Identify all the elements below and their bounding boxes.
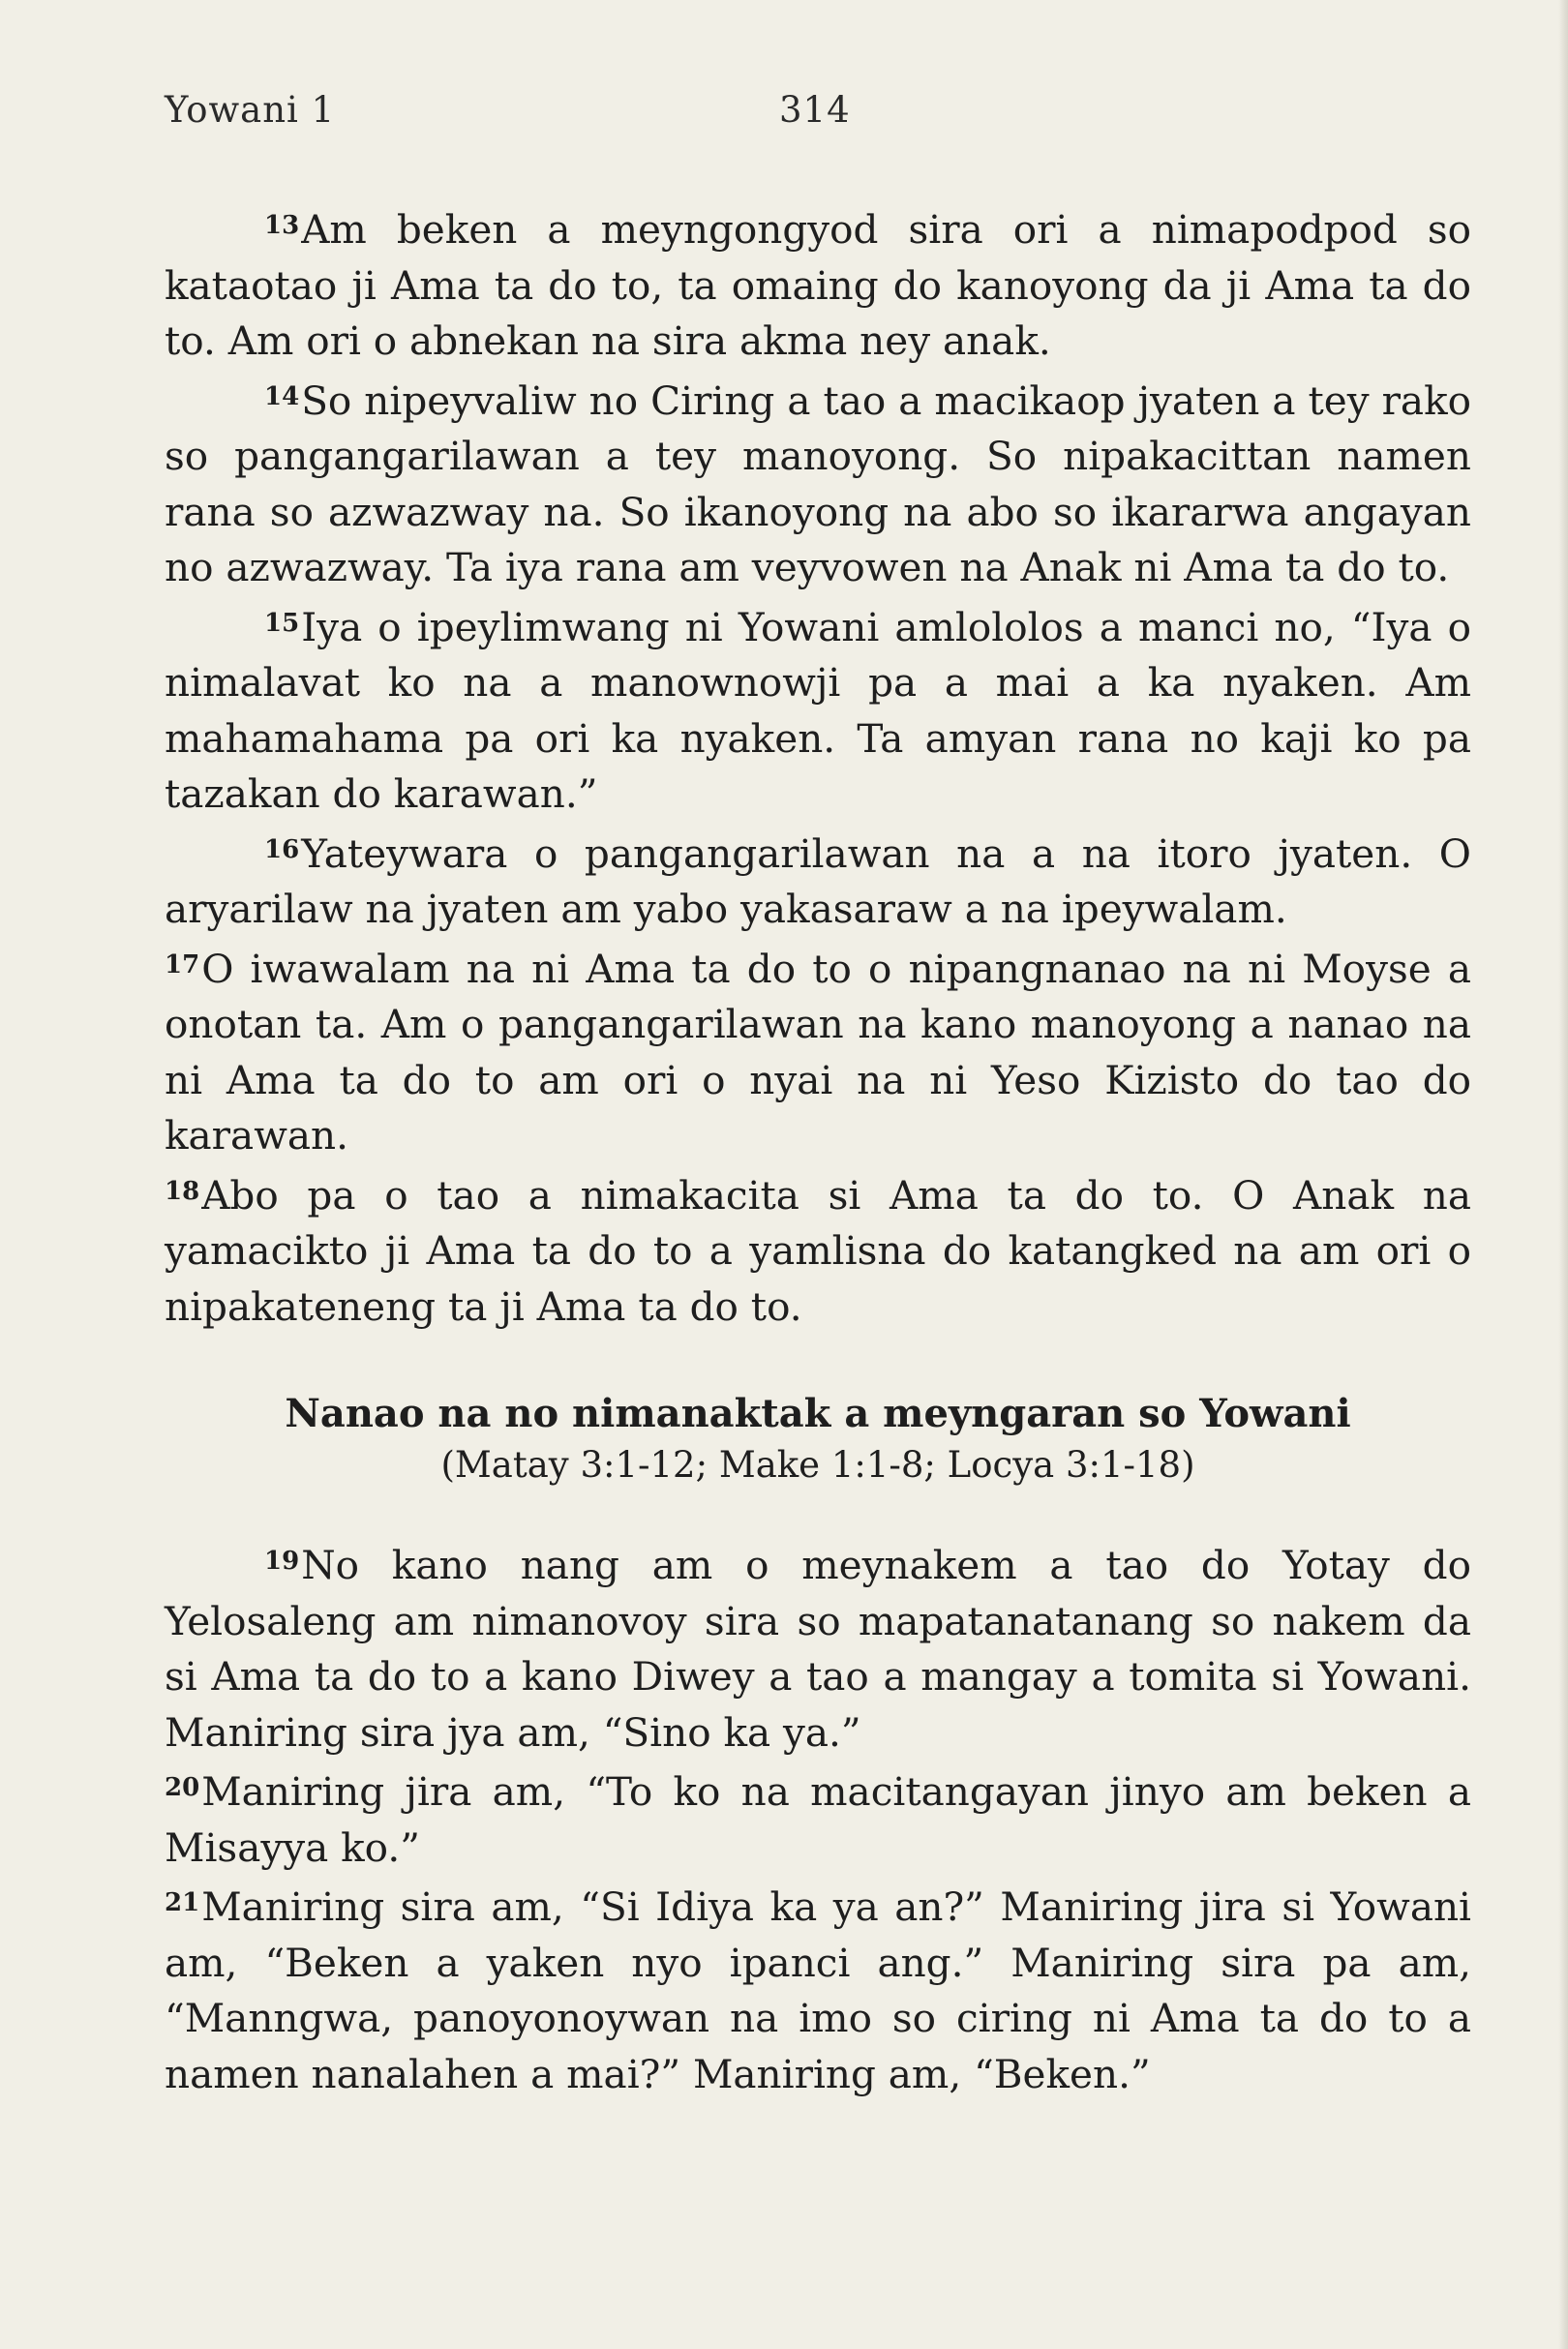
verse-paragraph: [165, 596, 1471, 823]
verse-text: Iya o ipeylimwang ni Yowani amlololos a manci no, “Iya o nimalavat ko na a manownowji pa a mai a ka nyaken. Am mahamahama pa ori ka nyaken. Ta amyan rana no kaji ko pa tazakan do karawan.”: [165, 603, 1471, 817]
verse-text: Maniring sira am, “Si Idiya ka ya an?” Maniring jira si Yowani am, “Beken a yaken nyo ipanci ang.” Maniring sira pa am, “Manngwa, panoyonoywan na imo so ciring ni Ama ta do to a namen nanalahen a mai?” Maniring am, “Beken.”: [165, 1883, 1471, 2097]
spacer: [165, 1491, 1471, 1534]
running-header: [165, 89, 1442, 137]
body-text: [165, 198, 1471, 2102]
verse-paragraph: [165, 823, 1471, 938]
verse-number: 13: [264, 211, 300, 240]
section-title: Nanao na no nimanaktak a meyngaran so Yowani: [285, 1391, 1351, 1436]
verse-text: Yateywara o pangangarilawan na a na itoro jyaten. O aryarilaw na jyaten am yabo yakasaraw a na ipeywalam.: [165, 829, 1471, 932]
verse-number: 15: [264, 608, 300, 638]
verse-text: No kano nang am o meynakem a tao do Yotay do Yelosaleng am nimanovoy sira so mapatanatanang so nakem da si Ama ta do to a kano Diwey a tao a mangay a tomita si Yowani. Maniring sira jya am, “Sino ka ya.”: [165, 1542, 1471, 1756]
verse-paragraph: [165, 370, 1471, 596]
verse-text: O iwawalam na ni Ama ta do to o nipangnanao na ni Moyse a onotan ta. Am o pangangarilawan na kano manoyong a nanao na ni Ama ta do to am ori o nyai na ni Yeso Kizisto do tao do karawan.: [165, 945, 1471, 1159]
verse-text: Am beken a meyngongyod sira ori a nimapodpod so kataotao ji Ama ta do to, ta omaing do kanoyong da ji Ama ta do to. Am ori o abnekan na sira akma ney anak.: [165, 206, 1471, 364]
page-number: 314: [779, 89, 851, 131]
verse-paragraph: [165, 1534, 1471, 1761]
verse-paragraph: [165, 1164, 1471, 1336]
page-edge-shadow: [1558, 0, 1568, 2349]
verse-paragraph: [165, 938, 1471, 1164]
verse-number: 16: [264, 834, 300, 864]
verse-text: Maniring jira am, “To ko na macitangayan jinyo am beken a Misayya ko.”: [165, 1768, 1471, 1871]
verse-text: So nipeyvaliw no Ciring a tao a macikaop jyaten a tey rako so pangangarilawan a tey manoyong. So nipakacittan namen rana so azwazway na. So ikanoyong na abo so ikararwa angayan no azwazway. Ta iya rana am veyvowen na Anak ni Ama ta do to.: [165, 376, 1471, 590]
verses-before-heading: [165, 198, 1471, 1335]
verses-after-heading: [165, 1534, 1471, 2102]
verse-number: 14: [264, 381, 300, 411]
section-heading: [165, 1389, 1471, 1491]
verse-paragraph: [165, 1761, 1471, 1876]
verse-text: Abo pa o tao a nimakacita si Ama ta do to. O Anak na yamacikto ji Ama ta do to a yamlisna do katangked na am ori o nipakateneng ta ji Ama ta do to.: [165, 1171, 1471, 1330]
verse-number: 17: [165, 949, 200, 979]
verse-number: 21: [165, 1888, 200, 1917]
verse-number: 18: [165, 1176, 200, 1206]
verse-number: 20: [165, 1773, 200, 1802]
section-references: (Matay 3:1-12; Make 1:1-8; Locya 3:1-18): [440, 1444, 1195, 1486]
verse-paragraph: [165, 198, 1471, 370]
verse-number: 19: [264, 1547, 300, 1576]
book-chapter-label: Yowani 1: [165, 89, 336, 131]
verse-paragraph: [165, 1876, 1471, 2102]
